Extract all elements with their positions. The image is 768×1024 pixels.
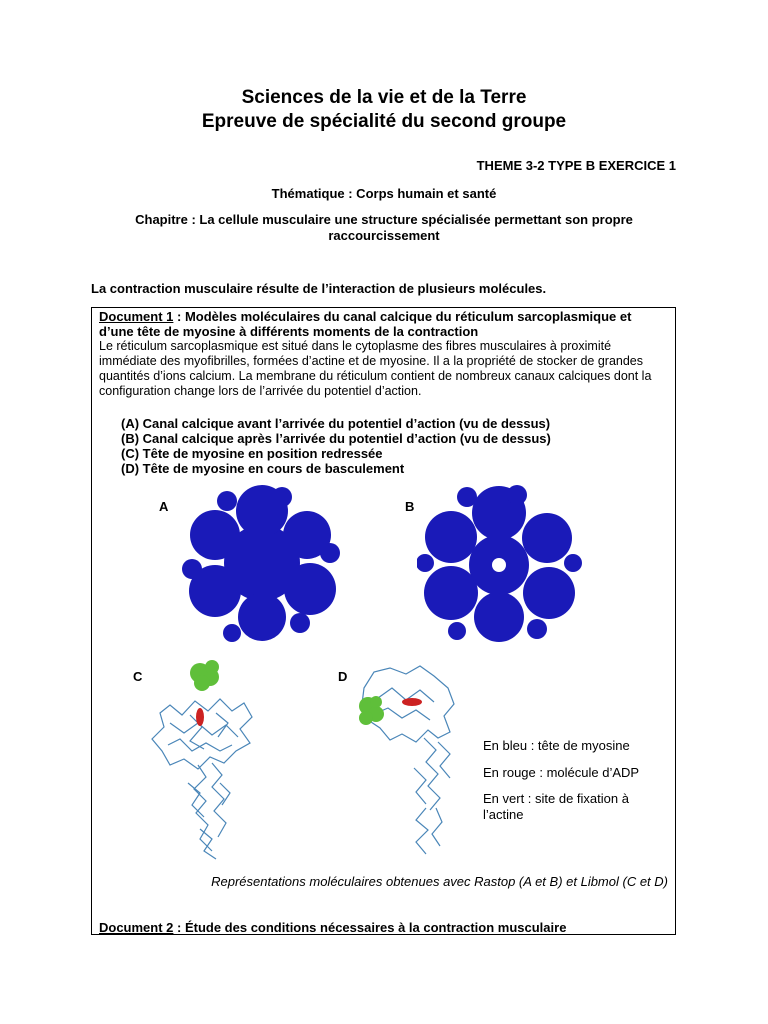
list-item: (B) Canal calcique après l’arrivée du potentiel d’action (vu de dessus)	[121, 431, 551, 446]
list-item: (A) Canal calcique avant l’arrivée du potentiel d’action (vu de dessus)	[121, 416, 551, 431]
figure-list	[121, 416, 551, 476]
intro-sentence: La contraction musculaire résulte de l’interaction de plusieurs molécules.	[91, 281, 547, 296]
title-line2: Epreuve de spécialité du second groupe	[201, 111, 567, 132]
figure-caption: Représentations moléculaires obtenues avec Rastop (A et B) et Libmol (C et D)	[211, 874, 668, 889]
figure-b-label: B	[405, 499, 415, 514]
legend-red-prefix: En rouge	[483, 765, 536, 780]
list-item: (D) Tête de myosine en cours de basculement	[121, 461, 405, 476]
theme-label: THEME 3-2 TYPE B EXERCICE 1	[476, 158, 676, 173]
legend-red	[483, 765, 639, 781]
document2-heading	[99, 920, 566, 935]
title-line1: Sciences de la vie et de la Terre	[241, 87, 527, 108]
document1-title: : Modèles moléculaires du canal calcique du réticulum sarcoplasmique et d’une tête de myosine à différents moments de la contraction	[99, 309, 632, 339]
list-item: (C) Tête de myosine en position redressée	[121, 446, 383, 461]
document2-label: Document 2	[99, 920, 174, 935]
figure-c-label: C	[133, 669, 143, 684]
document1-text: Le réticulum sarcoplasmique est situé dans le cytoplasme des fibres musculaires à proximité immédiate des myofibrilles, formées d’actine et de myosine. Il a la propriété de stocker de grandes quantités d’ions calcium. La membrane du réticulum contient de nombreux canaux calciques dont la configuration change lors de l’arrivée du potentiel d’action.	[99, 339, 652, 398]
legend-green: En vert : site de fixation à l’actine	[483, 791, 629, 822]
document1-heading	[99, 309, 669, 339]
legend-red-suffix: : molécule d’ADP	[535, 765, 640, 780]
document1-label: Document 1	[99, 309, 174, 324]
thematique: Thématique : Corps humain et santé	[271, 186, 497, 201]
figure-d-myosin	[354, 658, 464, 863]
figure-a-channel	[182, 483, 342, 643]
document2-title: : Étude des conditions nécessaires à la contraction musculaire	[173, 920, 567, 935]
figure-d-label: D	[338, 669, 348, 684]
legend-blue: En bleu : tête de myosine	[483, 738, 630, 753]
figure-c-myosin	[140, 653, 270, 863]
figure-a-label: A	[159, 499, 169, 514]
chapitre: Chapitre : La cellule musculaire une structure spécialisée permettant son propre raccourcissement	[135, 212, 633, 243]
figure-b-channel	[417, 483, 582, 643]
document-box	[91, 307, 676, 935]
